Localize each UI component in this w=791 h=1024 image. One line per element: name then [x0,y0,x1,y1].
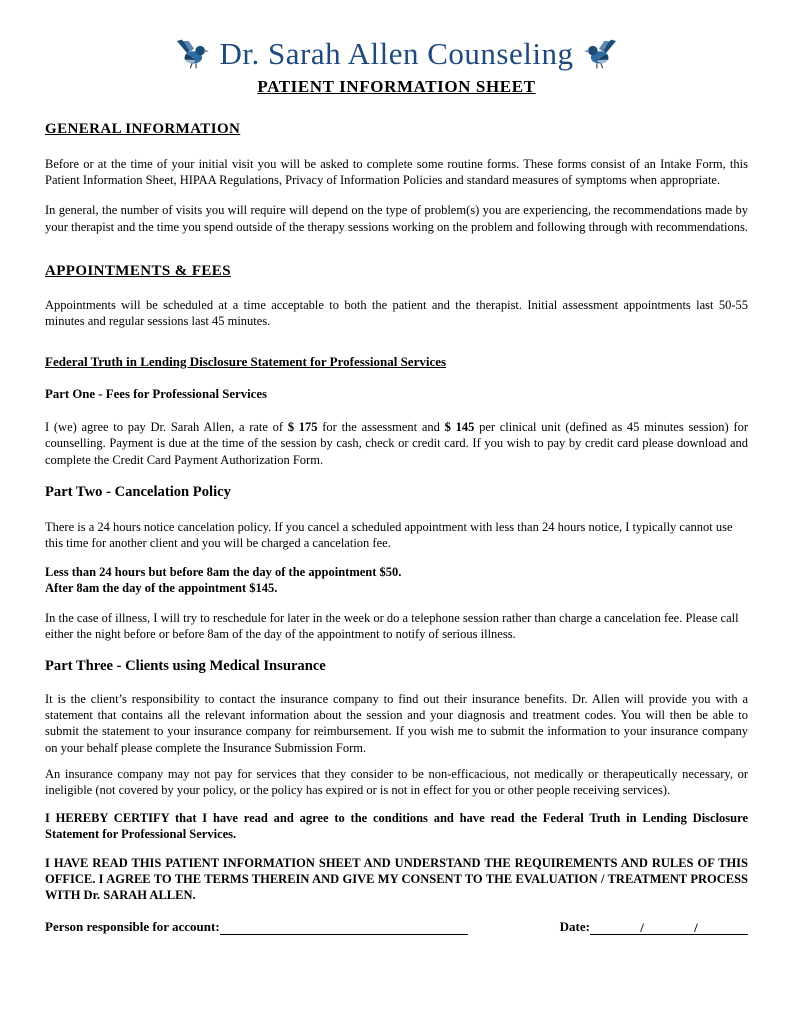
part-one-heading: Part One - Fees for Professional Services [45,387,267,402]
bluebird-left-icon [174,39,210,69]
date-slash: / [694,920,698,936]
cancelation-policy-paragraph: There is a 24 hours notice cancelation policy. If you cancel a scheduled appointment with less than 24 hours notice, I typically cannot use this time for another client and you will be charged a cancelation fee. [45,519,733,551]
fees-text-3: per clinical unit (defined as 45 minutes session) for counselling. Payment is due at the time of the session by cash, check or credit card. If you wish to pay by credit card please download and complete the Credit Card Payment Authorization Form. [45,420,749,467]
practice-title: Dr. Sarah Allen Counseling [219,36,574,71]
fees-text-1: I (we) agree to pay Dr. Sarah Allen, a rate of [45,420,288,435]
document-title: PATIENT INFORMATION SHEET [257,77,536,96]
illness-paragraph: In the case of illness, I will try to reschedule for later in the week or do a telephone session rather than charge a cancelation fee. Please call either the night before or before 8am of the day of the appointment to notify of serious illness. [45,610,739,641]
account-signature-line [220,920,468,935]
date-group [560,919,748,935]
assessment-fee-amount: $ 175 [287,420,318,435]
account-label: Person responsible for account: [45,919,220,935]
general-information-paragraph-2: In general, the number of visits you will require will depend on the type of problem(s) you are experiencing, the recommendations made by your therapist and the time you spend outside of the therapy sessions working on the problem and following through with recommendations. [45,203,748,234]
practice-title-row [45,36,748,72]
consent-paragraph: I HAVE READ THIS PATIENT INFORMATION SHEET AND UNDERSTAND THE REQUIREMENTS AND RULES OF THIS OFFICE. I AGREE TO THE TERMS THEREIN AND GIVE MY CONSENT TO THE EVALUATION / TREATMENT PROCESS WITH Dr. SARAH ALLEN. [45,855,748,903]
part-two-heading: Part Two - Cancelation Policy [45,483,231,500]
date-slash: / [640,920,644,936]
appointments-paragraph: Appointments will be scheduled at a time acceptable to both the patient and the therapist. Initial assessment appointments last 50-55 minutes and regular sessions last 45 minutes. [45,297,748,329]
cancelation-fee-line-2: After 8am the day of the appointment $145. [45,581,278,596]
disclosure-statement-heading: Federal Truth in Lending Disclosure Statement for Professional Services [45,354,447,370]
part-three-heading: Part Three - Clients using Medical Insurance [45,658,326,675]
signature-row [45,919,748,935]
cancelation-fee-line-1: Less than 24 hours but before 8am the day of the appointment $50. [45,565,402,580]
section-certification [45,810,748,903]
fees-text-2: for the assessment and [317,420,445,435]
date-label: Date: [559,919,590,935]
insurance-paragraph-1: It is the client’s responsibility to contact the insurance company to find out their insurance benefits. Dr. Allen will provide you with a statement that contains all the relevant information about the session and your diagnosis and treatment codes. You will then be able to submit the statement to your insurance company for reimbursement. If you wish me to submit the information to your insurance company on your behalf please complete the Insurance Submission Form. [45,692,748,755]
section-part-two-cancelation [45,484,748,642]
section-general-information [45,121,748,235]
clinical-unit-fee-amount: $ 145 [444,420,475,435]
insurance-paragraph-2: An insurance company may not pay for services that they consider to be non-efficacious, not medically or therapeutically necessary, or ineligible (not covered by your policy, or the policy has expired or is not in effect for you or other people receiving services). [45,766,748,798]
section-part-one-fees [45,387,748,468]
appointments-fees-heading: APPOINTMENTS & FEES [45,262,231,279]
account-signature-group [45,919,468,935]
general-information-heading: GENERAL INFORMATION [45,121,241,137]
certify-paragraph: I HEREBY CERTIFY that I have read and agree to the conditions and have read the Federal Truth in Lending Disclosure Statement for Professional Services. [45,811,748,842]
bluebird-right-icon [583,39,619,69]
section-appointments-fees [45,263,748,370]
fees-paragraph [45,419,748,468]
document-header [45,36,748,97]
general-information-paragraph-1: Before or at the time of your initial visit you will be asked to complete some routine forms. These forms consist of an Intake Form, this Patient Information Sheet, HIPAA Regulations, Privacy of Information Policies and standard measures of symptoms when appropriate. [45,157,748,188]
cancelation-fee-lines [45,564,748,596]
section-part-three-insurance [45,658,748,798]
date-line [590,920,748,935]
